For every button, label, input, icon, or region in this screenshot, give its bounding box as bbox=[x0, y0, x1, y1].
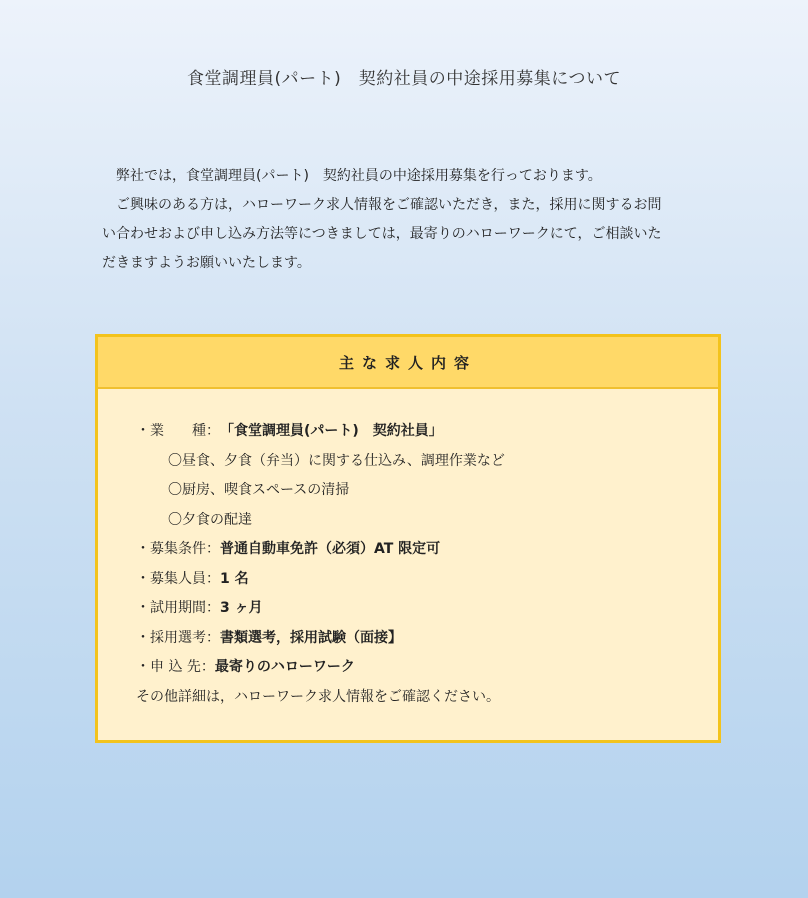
intro-paragraph-2-line-3: だきますようお願いいたします。 bbox=[102, 255, 311, 271]
apply-value: 最寄りのハローワーク bbox=[214, 659, 355, 675]
intro-paragraph-1: 弊社では，食堂調理員(パート) 契約社員の中途採用募集を行っております。 bbox=[116, 168, 602, 184]
duty-item: 〇昼食、夕食（弁当）に関する仕込み、調理作業など bbox=[168, 452, 505, 469]
selection-value: 書類選考，採用試験（面接】 bbox=[220, 629, 402, 646]
selection-label: ・採用選考： bbox=[136, 629, 220, 646]
duty-item: 〇夕食の配達 bbox=[168, 511, 252, 528]
duty-item: 〇厨房、喫食スペースの清掃 bbox=[168, 482, 350, 498]
headcount-label: ・募集人員： bbox=[136, 570, 220, 587]
intro-paragraph-2-line-1: ご興味のある方は，ハローワーク求人情報をご確認いただき，また，採用に関するお問 bbox=[116, 197, 662, 213]
job-type-row bbox=[136, 417, 718, 447]
job-details-panel bbox=[95, 334, 721, 743]
trial-label: ・試用期間： bbox=[136, 600, 220, 616]
apply-label: ・申 込 先： bbox=[136, 659, 215, 675]
trial-row bbox=[136, 594, 718, 624]
job-type-label: ・業 種： bbox=[136, 423, 220, 439]
panel-header: 主な求人内容 bbox=[98, 337, 718, 389]
footnote: その他詳細は，ハローワーク求人情報をご確認ください。 bbox=[136, 688, 500, 705]
conditions-value: 普通自動車免許（必須）AT 限定可 bbox=[220, 541, 441, 557]
conditions-label: ・募集条件： bbox=[136, 541, 220, 557]
intro-paragraph-2-line-2: い合わせおよび申し込み方法等につきましては，最寄りのハローワークにて，ご相談いた bbox=[102, 226, 662, 242]
page-title: 食堂調理員(パート) 契約社員の中途採用募集について bbox=[187, 69, 621, 89]
conditions-row bbox=[136, 535, 718, 565]
apply-row bbox=[136, 653, 718, 683]
selection-row bbox=[136, 624, 718, 654]
panel-body bbox=[98, 389, 718, 712]
headcount-row bbox=[136, 565, 718, 595]
trial-value: 3 ヶ月 bbox=[220, 600, 263, 616]
headcount-value: 1 名 bbox=[220, 570, 249, 587]
intro-text bbox=[102, 162, 718, 278]
job-type-value: 「食堂調理員(パート) 契約社員」 bbox=[220, 423, 443, 439]
